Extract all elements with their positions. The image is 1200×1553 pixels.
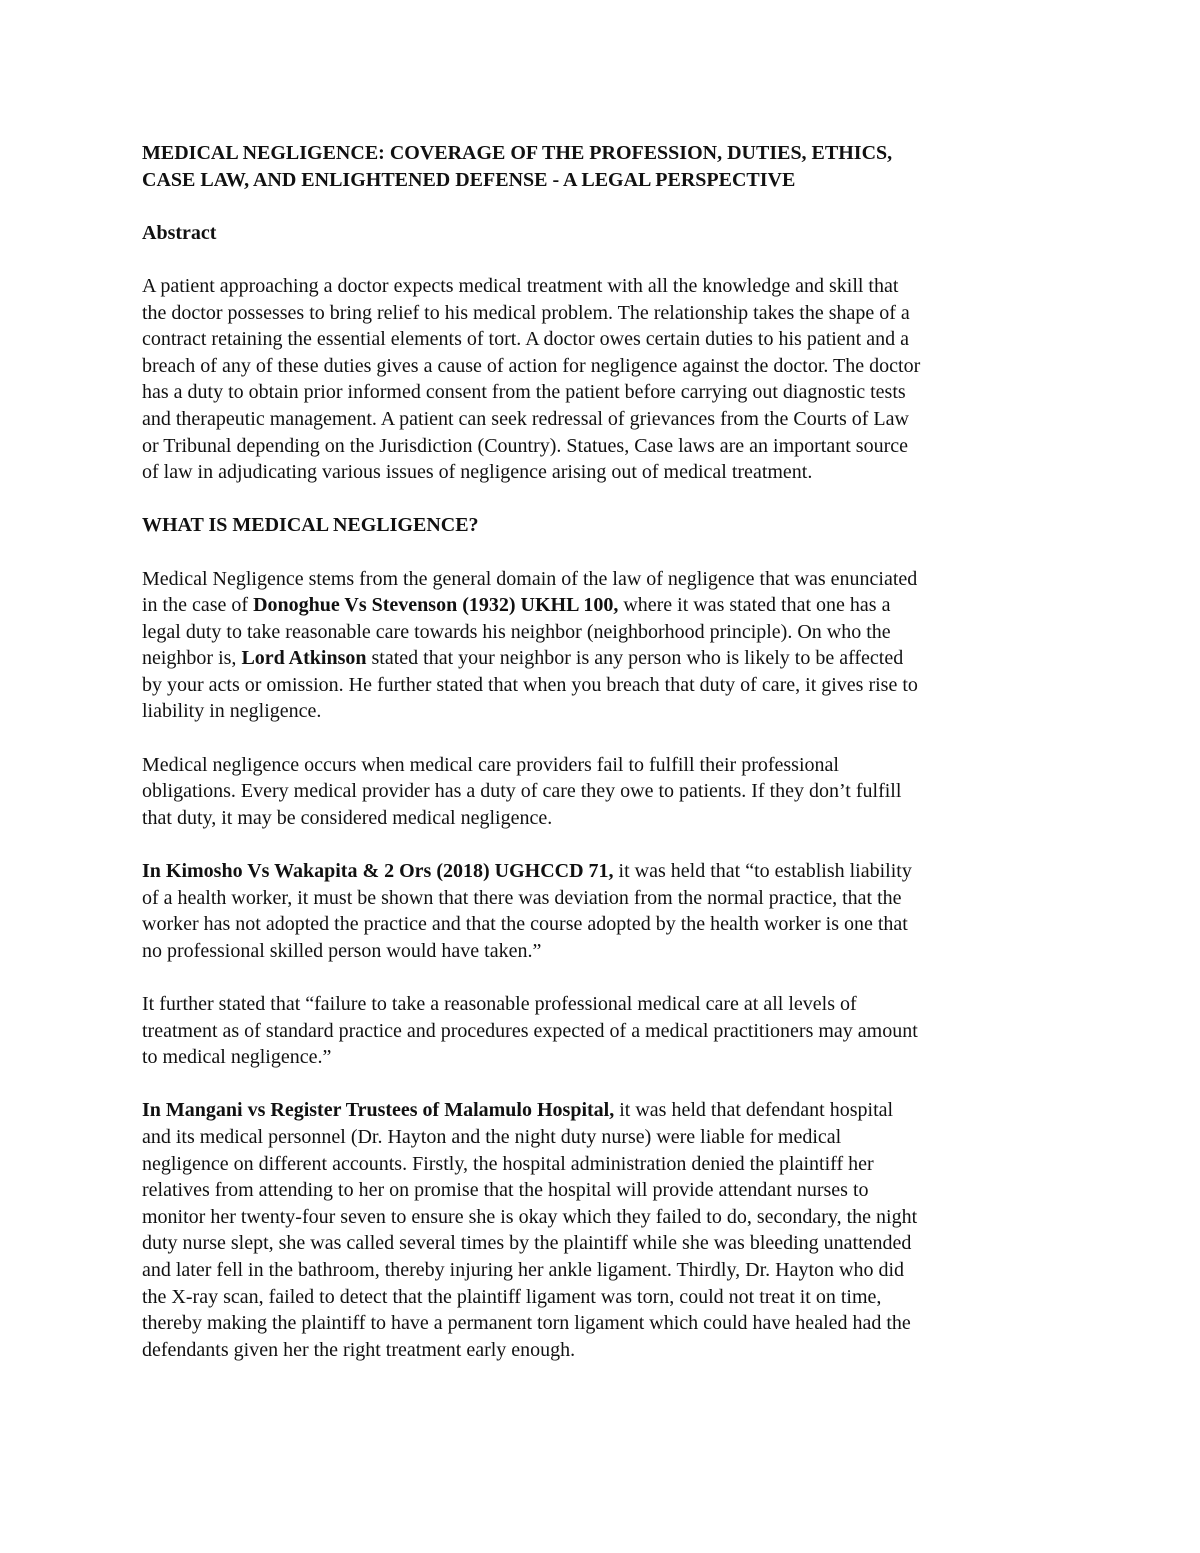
text-line: liability in negligence. — [142, 700, 322, 723]
text-line: relatives from attending to her on promise that the hospital will provide attendant nurses to — [142, 1179, 869, 1202]
text-line: It further stated that “failure to take a reasonable professional medical care at all levels of — [142, 993, 857, 1015]
text-run: in the case of — [142, 594, 254, 617]
case-citation: In Kimosho Vs Wakapita & 2 Ors (2018) UGHCCD 71, — [142, 860, 614, 883]
text-line: and its medical personnel (Dr. Hayton and the night duty nurse) were liable for medical — [142, 1125, 842, 1148]
text-line: monitor her twenty-four seven to ensure she is okay which they failed to do, secondary, the night — [142, 1205, 918, 1228]
text-line — [142, 592, 1082, 619]
case-citation: Donoghue Vs Stevenson (1932) UKHL 100, — [253, 594, 619, 617]
text-line — [142, 645, 1082, 672]
paragraph-definition — [142, 752, 1082, 832]
text-line: worker has not adopted the practice and that the course adopted by the health worker is one that — [142, 913, 908, 936]
text-line: thereby making the plaintiff to have a permanent torn ligament which could have healed had the — [142, 1312, 911, 1335]
text-line: the X-ray scan, failed to detect that the plaintiff ligament was torn, could not treat it on time, — [142, 1285, 882, 1308]
paragraph-donoghue — [142, 566, 1082, 726]
text-line: negligence on different accounts. Firstly, the hospital administration denied the plaintiff her — [142, 1152, 874, 1175]
text-line: defendants given her the right treatment early enough. — [142, 1338, 576, 1361]
text-line: A patient approaching a doctor expects medical treatment with all the knowledge and skill that — [142, 274, 899, 297]
text-line: by your acts or omission. He further stated that when you breach that duty of care, it gives rise to — [142, 673, 918, 696]
text-line: and therapeutic management. A patient can seek redressal of grievances from the Courts of Law — [142, 407, 909, 430]
text-line: to medical negligence.” — [142, 1046, 332, 1069]
paragraph-further — [142, 991, 1082, 1071]
text-line: breach of any of these duties gives a cause of action for negligence against the doctor. The doctor — [142, 354, 921, 377]
judge-name: Lord Atkinson — [241, 647, 367, 670]
text-run: neighbor is, — [142, 647, 242, 670]
text-line: and later fell in the bathroom, thereby injuring her ankle ligament. Thirdly, Dr. Hayton who did — [142, 1258, 905, 1281]
paragraph-kimosho — [142, 858, 1082, 964]
text-line: or Tribunal depending on the Jurisdiction (Country). Statues, Case laws are an important source — [142, 434, 908, 457]
document-body — [142, 140, 1082, 1390]
text-line: the doctor possesses to bring relief to his medical problem. The relationship takes the shape of a — [142, 301, 910, 324]
text-line: legal duty to take reasonable care towards his neighbor (neighborhood principle). On who the — [142, 620, 891, 643]
text-line: obligations. Every medical provider has a duty of care they owe to patients. If they don’t fulfill — [142, 780, 902, 803]
abstract-heading: Abstract — [142, 221, 217, 244]
text-line: of law in adjudicating various issues of negligence arising out of medical treatment. — [142, 461, 813, 484]
title-line: CASE LAW, AND ENLIGHTENED DEFENSE - A LEGAL PERSPECTIVE — [142, 168, 796, 191]
text-run: where it was stated that one has a — [618, 594, 891, 617]
case-citation: In Mangani vs Register Trustees of Malamulo Hospital, — [142, 1099, 615, 1122]
text-run: it was held that “to establish liability — [613, 860, 912, 883]
title-line: MEDICAL NEGLIGENCE: COVERAGE OF THE PROFESSION, DUTIES, ETHICS, — [142, 142, 893, 164]
text-line: contract retaining the essential elements of tort. A doctor owes certain duties to his patient and a — [142, 328, 909, 351]
abstract-paragraph — [142, 273, 1082, 486]
text-line: Medical negligence occurs when medical care providers fail to fulfill their professional — [142, 753, 839, 776]
text-line: has a duty to obtain prior informed consent from the patient before carrying out diagnostic tests — [142, 381, 906, 404]
text-run: it was held that defendant hospital — [614, 1099, 894, 1122]
text-run: stated that your neighbor is any person who is likely to be affected — [366, 647, 904, 670]
text-line — [142, 1097, 1082, 1124]
paragraph-mangani — [142, 1097, 1082, 1363]
text-line: treatment as of standard practice and procedures expected of a medical practitioners may amount — [142, 1019, 918, 1042]
section-heading: WHAT IS MEDICAL NEGLIGENCE? — [142, 514, 479, 537]
document-title — [142, 140, 1082, 193]
text-line — [142, 858, 1082, 885]
text-line: of a health worker, it must be shown that there was deviation from the normal practice, that the — [142, 886, 902, 909]
text-line: Medical Negligence stems from the general domain of the law of negligence that was enunciated — [142, 567, 918, 590]
text-line: no professional skilled person would have taken.” — [142, 939, 542, 962]
text-line: duty nurse slept, she was called several times by the plaintiff while she was bleeding unattended — [142, 1232, 912, 1255]
text-line: that duty, it may be considered medical negligence. — [142, 806, 553, 829]
